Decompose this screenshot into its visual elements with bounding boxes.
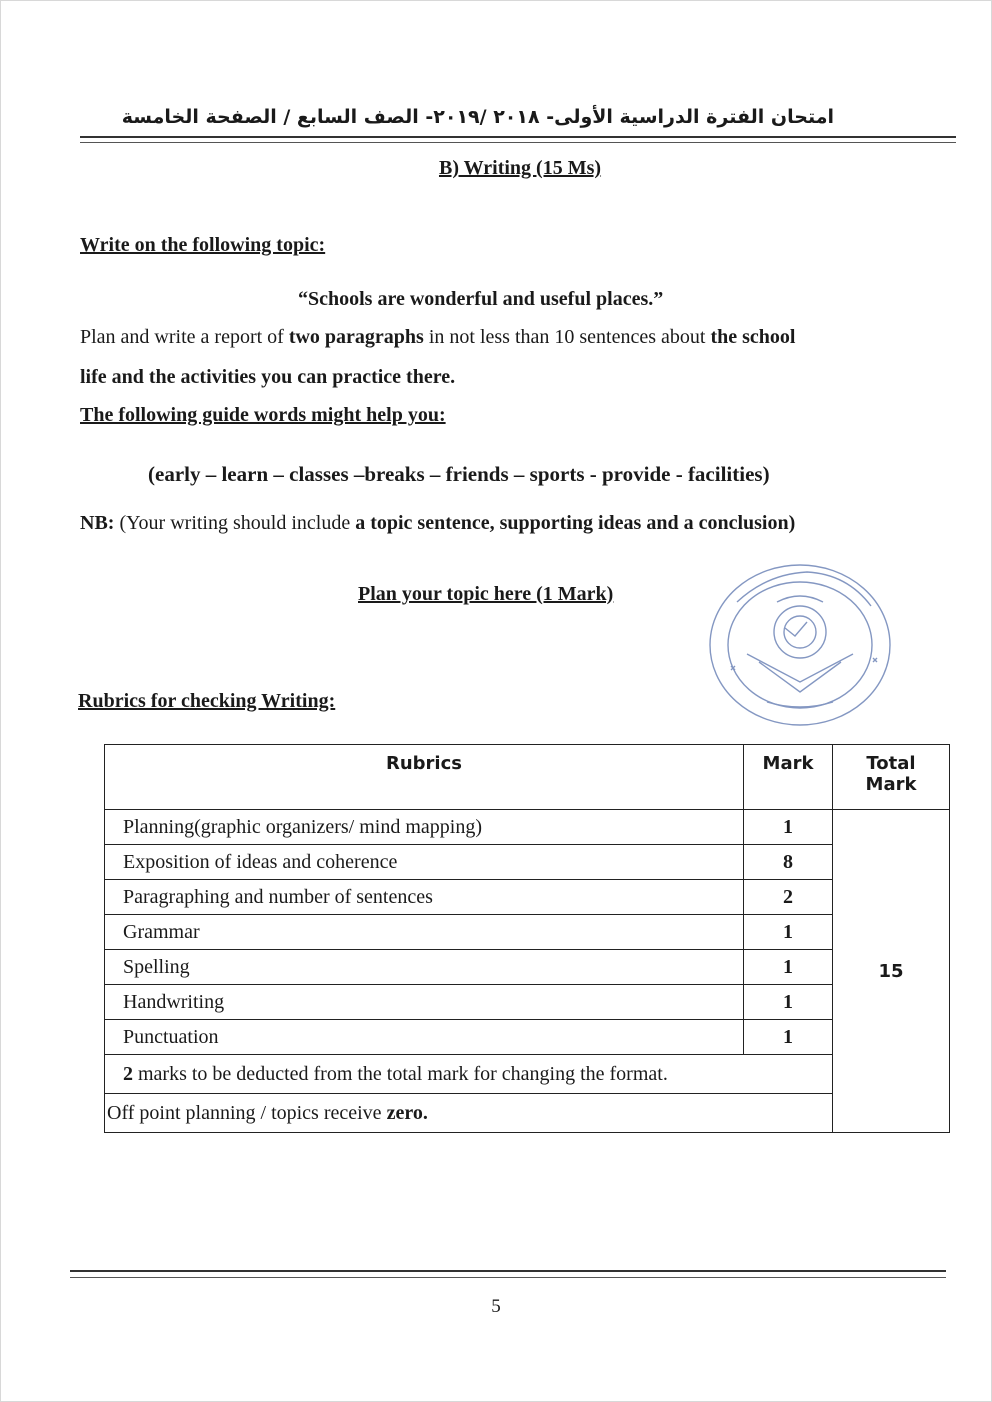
official-stamp-icon [707,562,893,728]
nb-text-a: (Your writing should include [114,512,356,534]
table-row [105,880,950,915]
table-note-row [105,1094,950,1133]
table-row [105,915,950,950]
write-topic-label: Write on the following topic: [80,234,326,256]
plan-line1-d: the school [710,326,796,348]
header-mark: Mark [744,745,833,810]
criterion-cell: Spelling [105,950,744,985]
criterion-cell: Handwriting [105,985,744,1020]
arabic-header-title: امتحان الفترة الدراسية الأولى- ٢٠١٨ /٢٠١٩- الصف السابع / الصفحة الخامسة [121,106,834,128]
rubrics-table [104,744,950,1133]
note1-number: 2 [123,1062,133,1085]
topic-quote: “Schools are wonderful and useful places.” [298,288,664,310]
plan-instruction-line1 [80,326,795,349]
mark-cell: 1 [744,950,833,985]
nb-label: NB: [80,512,115,534]
table-row [105,810,950,845]
guide-words: (early – learn – classes –breaks – friends – sports - provide - facilities) [148,462,770,486]
plan-line1-a: Plan and write a report of [80,326,289,348]
guide-words-label: The following guide words might help you: [80,404,446,426]
table-header-row [105,745,950,810]
header-total-mark: Total Mark [833,745,950,810]
note1-text: marks to be deducted from the total mark for changing the format. [133,1062,668,1085]
table-row [105,950,950,985]
nb-text-b: a topic sentence, supporting ideas and a conclusion) [355,512,796,534]
page-number: 5 [491,1296,501,1317]
note2-text: Off point planning / topics receive [107,1101,387,1124]
format-deduction-note [105,1055,833,1094]
plan-line1-b: two paragraphs [288,326,424,348]
table-row [105,1020,950,1055]
note2-bold: zero. [386,1101,428,1124]
nb-line [80,512,795,535]
off-point-note [105,1094,833,1133]
mark-cell: 8 [744,845,833,880]
mark-cell: 1 [744,985,833,1020]
criterion-cell: Punctuation [105,1020,744,1055]
plan-instruction-line2: life and the activities you can practice there. [80,366,456,388]
plan-line1-c: in not less than 10 sentences about [423,326,711,348]
table-note-row [105,1055,950,1094]
criterion-cell: Grammar [105,915,744,950]
criterion-cell: Paragraphing and number of sentences [105,880,744,915]
table-row [105,985,950,1020]
mark-cell: 1 [744,915,833,950]
header-divider [80,136,956,143]
total-mark-cell: 15 [833,810,950,1133]
mark-cell: 1 [744,1020,833,1055]
mark-cell: 1 [744,810,833,845]
plan-topic-here: Plan your topic here (1 Mark) [358,583,614,605]
rubrics-label: Rubrics for checking Writing: [78,690,336,712]
table-row [105,845,950,880]
section-title: B) Writing (15 Ms) [438,157,602,179]
criterion-cell: Exposition of ideas and coherence [105,845,744,880]
criterion-cell: Planning(graphic organizers/ mind mapping) [105,810,744,845]
mark-cell: 2 [744,880,833,915]
header-rubrics: Rubrics [105,745,744,810]
footer-divider [70,1270,946,1278]
